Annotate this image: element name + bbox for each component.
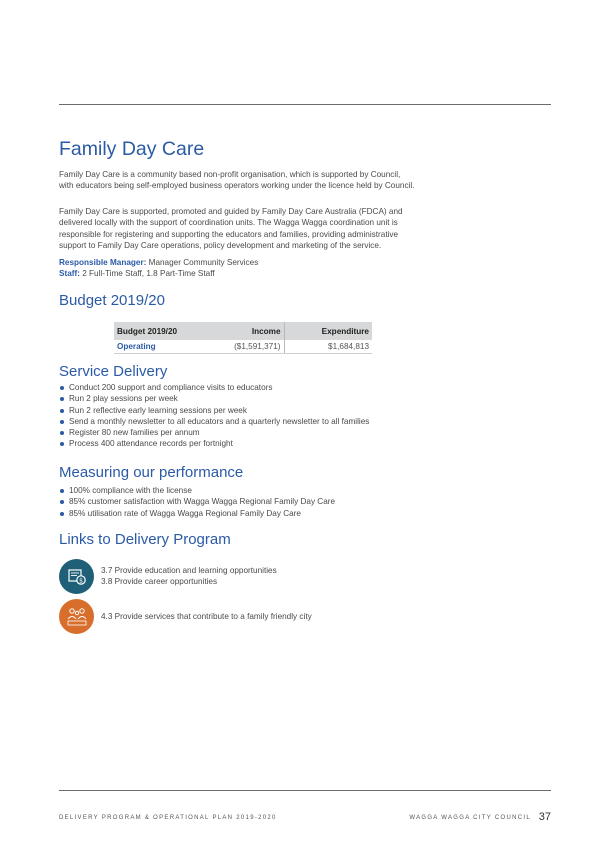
budget-col-header: Budget 2019/20 xyxy=(114,322,199,340)
budget-table xyxy=(114,322,372,354)
row-income: ($1,591,371) xyxy=(199,340,284,353)
service-delivery-list xyxy=(59,382,369,450)
family-icon xyxy=(59,599,94,634)
responsible-manager xyxy=(59,257,258,268)
list-item: 85% utilisation rate of Wagga Wagga Regional Family Day Care xyxy=(59,508,335,519)
list-item: 100% compliance with the license xyxy=(59,485,335,496)
income-col-header: Income xyxy=(199,322,284,340)
list-item: Conduct 200 support and compliance visits to educators xyxy=(59,382,369,393)
top-rule xyxy=(59,104,551,105)
staff-label: Staff: xyxy=(59,269,80,279)
service-delivery-heading: Service Delivery xyxy=(59,363,168,380)
link-item: 3.7 Provide education and learning opportunities xyxy=(101,566,277,575)
svg-text:$: $ xyxy=(78,576,83,584)
list-item: Process 400 attendance records per fortnight xyxy=(59,438,369,449)
link-item: 4.3 Provide services that contribute to a family friendly city xyxy=(101,612,312,621)
list-item: 85% customer satisfaction with Wagga Wagga Regional Family Day Care xyxy=(59,496,335,507)
row-label: Operating xyxy=(114,340,199,353)
list-item: Run 2 reflective early learning sessions per week xyxy=(59,405,369,416)
responsibility-block xyxy=(59,257,258,279)
expenditure-col-header: Expenditure xyxy=(284,322,372,340)
education-icon xyxy=(59,559,94,594)
links-heading: Links to Delivery Program xyxy=(59,531,231,548)
measuring-heading: Measuring our performance xyxy=(59,464,244,481)
page-title: Family Day Care xyxy=(59,138,205,160)
education-links xyxy=(101,565,277,587)
list-item: Run 2 play sessions per week xyxy=(59,393,369,404)
list-item: Send a monthly newsletter to all educators and a quarterly newsletter to all families xyxy=(59,416,369,427)
responsible-manager-label: Responsible Manager: xyxy=(59,258,147,267)
measuring-list xyxy=(59,485,335,519)
staff xyxy=(59,268,258,279)
list-item: Register 80 new families per annum xyxy=(59,427,369,438)
staff-value: 2 Full-Time Staff, 1.8 Part-Time Staff xyxy=(79,269,215,279)
table-row xyxy=(114,340,372,353)
budget-table-header-row xyxy=(114,322,372,340)
intro-paragraph-1: Family Day Care is a community based non-profit organisation, which is supported by Council, with educators being self-employed business operators working under the licence held by Council. xyxy=(59,170,415,191)
footer-document-title: DELIVERY PROGRAM & OPERATIONAL PLAN 2019-2020 xyxy=(59,815,277,821)
link-item: 3.8 Provide career opportunities xyxy=(101,577,218,587)
family-links xyxy=(101,611,312,622)
responsible-manager-value: Manager Community Services xyxy=(146,258,259,267)
budget-heading: Budget 2019/20 xyxy=(59,292,165,309)
intro-paragraph-2: Family Day Care is supported, promoted and guided by Family Day Care Australia (FDCA) and delivered locally with the support of coordination units. The Wagga Wagga coordination unit is responsible for registering and supporting the educators and families, providing administrative support to Family Day Care operations, policy development and marketing of the service. xyxy=(59,207,403,251)
footer-organisation: WAGGA WAGGA CITY COUNCIL xyxy=(409,815,531,821)
page-number: 37 xyxy=(538,811,551,823)
row-expenditure: $1,684,813 xyxy=(284,340,372,353)
bottom-rule xyxy=(59,790,551,791)
